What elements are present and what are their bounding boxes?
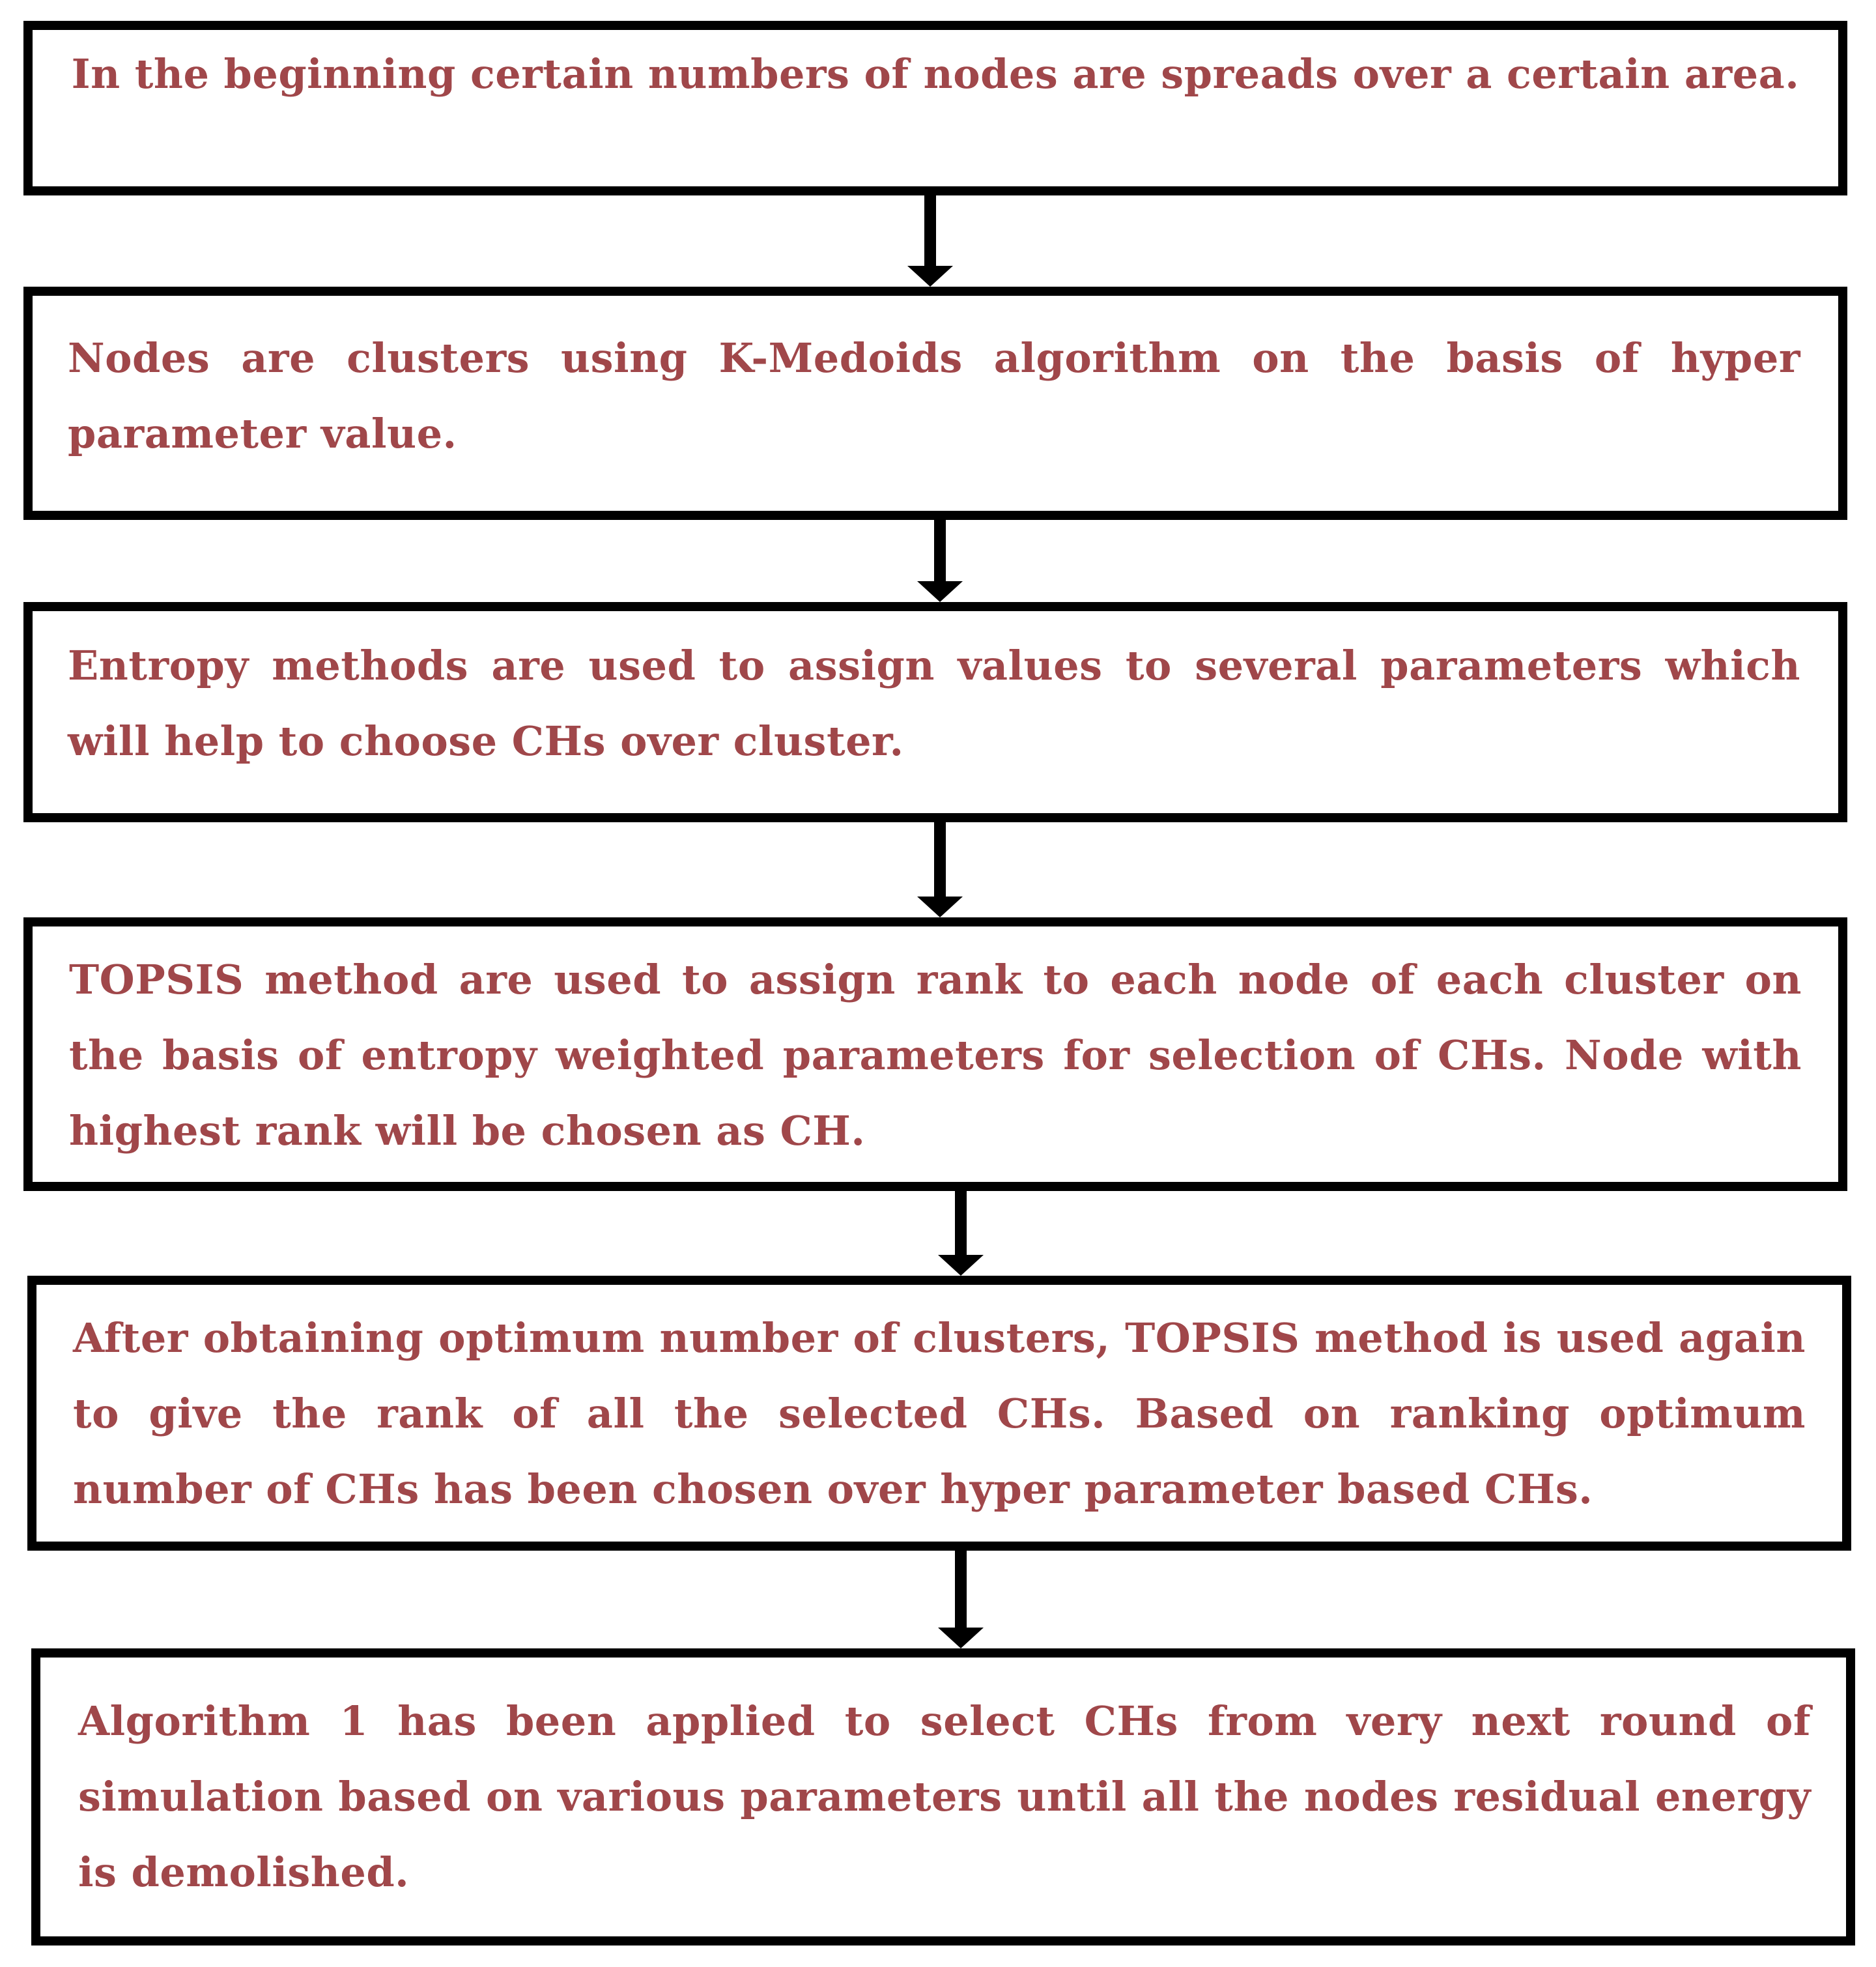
flow-step-4-box (23, 917, 1847, 1191)
arrow-step-5-to-6 (938, 1551, 984, 1648)
arrow-down-icon (938, 1628, 984, 1648)
flow-step-5-box (27, 1276, 1851, 1551)
flow-step-2-text: Nodes are clusters using K-Medoids algorithm on the basis of hyper parameter value. (68, 334, 1800, 457)
flow-step-6-box (31, 1648, 1855, 1945)
arrow-step-1-to-2 (907, 195, 953, 287)
flow-step-1-box (23, 21, 1847, 195)
arrow-step-3-to-4 (917, 822, 963, 917)
flow-step-3-box (23, 602, 1847, 822)
flow-step-6-text: Algorithm 1 has been applied to select CHs from very next round of simulation based on various parameters until all the nodes residual energy is demolished. (78, 1697, 1811, 1896)
arrow-down-icon (907, 266, 953, 287)
arrow-step-2-to-3 (917, 520, 963, 602)
flow-step-2-box (23, 287, 1847, 520)
flow-step-5-text: After obtaining optimum number of clusters, TOPSIS method is used again to give the rank of all the selected CHs. Based on ranking optimum number of CHs has been chosen over hyper parameter based CHs. (73, 1314, 1806, 1513)
flow-step-1-text: In the beginning certain numbers of nodes are spreads over a certain area. (71, 50, 1800, 98)
flow-step-4-text: TOPSIS method are used to assign rank to each node of each cluster on the basis of entropy weighted parameters for selection of CHs. Node with highest rank will be chosen as CH. (69, 956, 1802, 1155)
arrow-step-4-to-5 (938, 1191, 984, 1276)
arrow-down-icon (917, 581, 963, 602)
arrow-down-icon (938, 1255, 984, 1276)
flow-step-3-text: Entropy methods are used to assign values to several parameters which will help to choose CHs over cluster. (68, 642, 1800, 765)
arrow-down-icon (917, 897, 963, 917)
